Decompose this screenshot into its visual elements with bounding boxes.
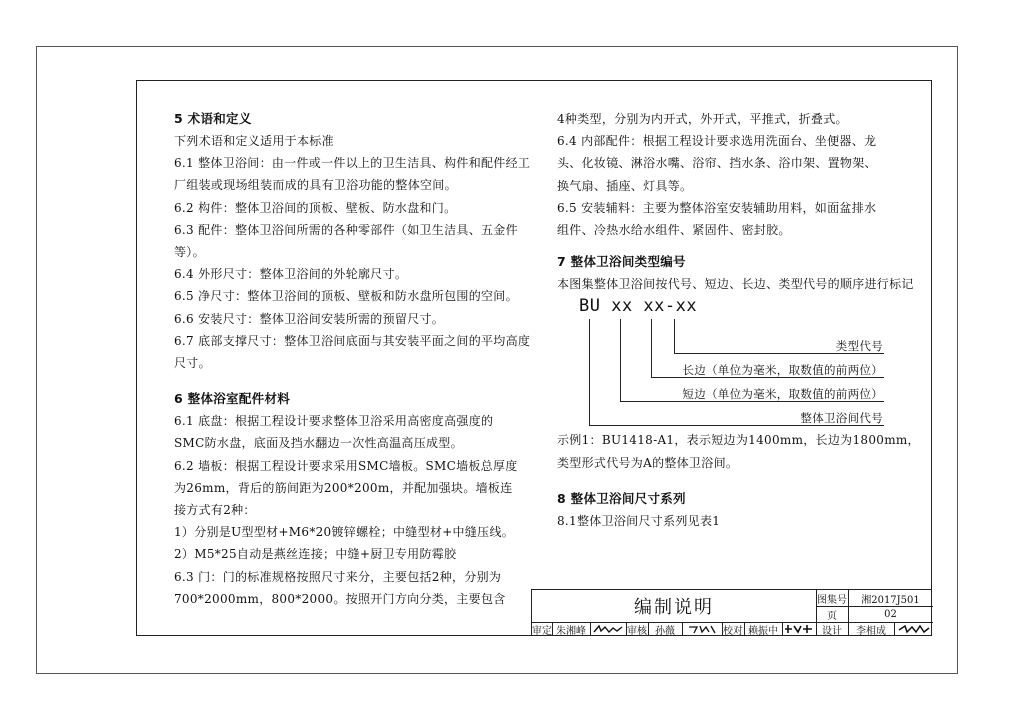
text-line: 6.2 墙板：根据工程设计要求采用SMC墙板。SMC墙板总厚度 xyxy=(174,458,518,473)
right-column xyxy=(557,108,932,532)
type-code-label: 类型代号 xyxy=(835,339,883,354)
text-line: SMC防水盘，底面及挡水翻边一次性高温高压成型。 xyxy=(174,436,463,451)
page-label: 页 xyxy=(827,610,837,622)
reviewer-name: 朱湘峰 xyxy=(556,625,586,637)
section-7-heading: 7 整体卫浴间类型编号 xyxy=(557,254,686,270)
left-column xyxy=(174,108,544,610)
review-label: 审定 xyxy=(532,625,552,637)
text-line: 接方式有2种： xyxy=(174,503,256,518)
atlas-number-label: 图集号 xyxy=(817,594,847,606)
text-line: 6.2 构件：整体卫浴间的顶板、壁板、防水盘和门。 xyxy=(174,200,457,215)
text-line: 6.3 门：门的标准规格按照尺寸来分，主要包括2种，分别为 xyxy=(174,569,502,584)
text-line: 6.3 配件：整体卫浴间所需的各种零部件（如卫生洁具、五金件 xyxy=(174,222,518,237)
reviewer-signature xyxy=(590,622,626,636)
text-line: 下列术语和定义适用于本标准 xyxy=(174,134,334,148)
example-line: 类型形式代号为A的整体卫浴间。 xyxy=(557,455,739,470)
long-side-label: 长边（单位为毫米，取数值的前两位） xyxy=(682,363,883,378)
drawing-title: 编制说明 xyxy=(532,590,817,622)
checker-name: 孙薇 xyxy=(655,625,675,637)
text-line: 6.1 底盘：根据工程设计要求整体卫浴采用高密度高强度的 xyxy=(174,414,494,429)
text-line: 1）分别是U型型材+M6*20镀锌螺栓；中缝型材+中缝压线。 xyxy=(174,525,515,540)
text-line: 组件、冷热水给水组件、紧固件、密封胶。 xyxy=(557,223,791,238)
text-line: 2）M5*25自动是燕丝连接；中缝+厨卫专用防霉胶 xyxy=(174,547,457,562)
text-line: 4种类型，分别为内开式，外开式，平推式，折叠式。 xyxy=(557,112,848,126)
proofreader-name: 赖振中 xyxy=(748,625,778,637)
page-number: 02 xyxy=(884,608,897,620)
text-line: 6.5 净尺寸：整体卫浴间的顶板、壁板和防水盘所包围的空间。 xyxy=(174,289,518,304)
text-line: 6.4 外形尺寸：整体卫浴间的外轮廓尺寸。 xyxy=(174,267,408,282)
atlas-number: 湘2017J501 xyxy=(861,594,920,606)
text-line: 厂组装或现场组装而成的具有卫浴功能的整体空间。 xyxy=(174,178,457,193)
design-label: 设计 xyxy=(822,625,842,637)
text-line: 6.4 内部配件：根据工程设计要求选用洗面台、坐便器、龙 xyxy=(557,134,877,149)
proof-label: 校对 xyxy=(723,625,743,637)
text-line: 尺寸。 xyxy=(174,356,211,371)
section-5-heading: 5 术语和定义 xyxy=(174,111,252,126)
designer-name: 李相成 xyxy=(856,625,886,637)
text-line: 6.1 整体卫浴间：由一件或一件以上的卫生洁具、构件和配件经工 xyxy=(174,156,531,171)
proofreader-signature xyxy=(782,622,816,636)
text-line: 为26mm，背后的筋间距为200*200m，并配加强块。墙板连 xyxy=(174,480,513,495)
short-side-label: 短边（单位为毫米，取数值的前两位） xyxy=(682,387,883,402)
text-line: 等）。 xyxy=(174,245,205,260)
type-code: BU xx xx-xx xyxy=(579,296,698,317)
section-8-heading: 8 整体卫浴间尺寸系列 xyxy=(557,490,686,506)
text-line: 头、化妆镜、淋浴水嘴、浴帘、挡水条、浴巾架、置物架、 xyxy=(557,156,877,171)
type-code-diagram xyxy=(557,295,917,429)
checker-signature xyxy=(682,622,722,636)
text-line: 换气扇、插座、灯具等。 xyxy=(557,178,693,193)
text-line: 6.6 安装尺寸：整体卫浴间安装所需的预留尺寸。 xyxy=(174,311,445,326)
text-line: 700*2000mm，800*2000。按照开门方向分类，主要包含 xyxy=(174,591,506,606)
example-line: 示例1：BU1418-A1，表示短边为1400mm，长边为1800mm， xyxy=(557,433,920,448)
text-line: 6.5 安装辅料：主要为整体浴室安装辅助用料，如面盆排水 xyxy=(557,200,877,215)
text-line: 6.7 底部支撑尺寸：整体卫浴间底面与其安装平面之间的平均高度 xyxy=(174,333,531,348)
section-6-heading: 6 整体浴室配件材料 xyxy=(174,391,291,407)
designer-signature xyxy=(894,622,933,636)
bathroom-code-label: 整体卫浴间代号 xyxy=(800,411,883,426)
section-7-intro: 本图集整体卫浴间按代号、短边、长边、类型代号的顺序进行标记 xyxy=(557,277,914,292)
text-line: 8.1整体卫浴间尺寸系列见表1 xyxy=(557,513,721,528)
title-block xyxy=(531,589,932,636)
check-label: 审核 xyxy=(627,625,647,637)
